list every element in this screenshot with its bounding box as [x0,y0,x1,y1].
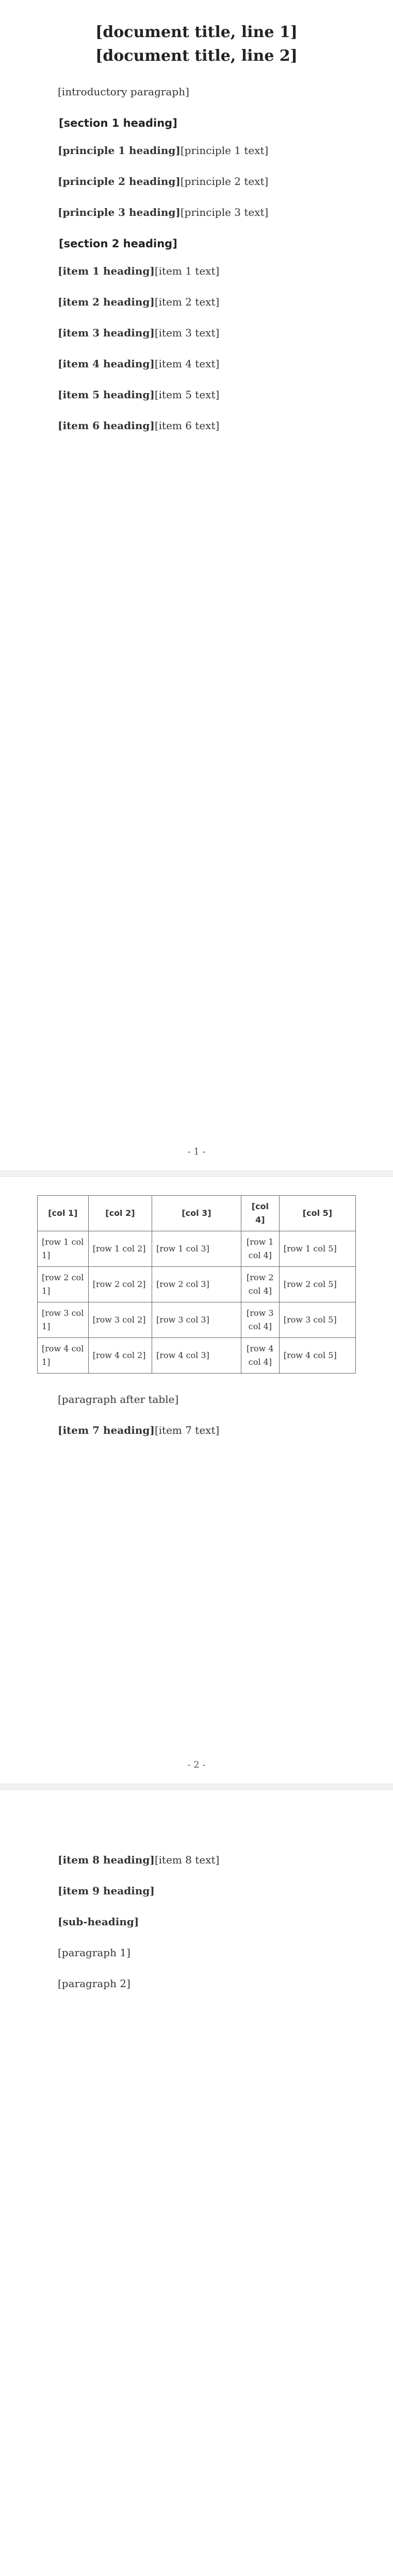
item-2-lead: [item 2 heading] [58,296,155,308]
item-4-lead: [item 4 heading] [58,358,155,370]
item-9-lead: [item 9 heading] [58,1885,155,1897]
page-1 [0,0,393,1170]
item-3 [37,323,356,343]
item-5 [37,384,356,405]
principle-3-text: [principle 3 text] [180,206,269,218]
item-8-lead: [item 8 heading] [58,1854,155,1866]
sub-heading [37,1911,356,1932]
table-cell: [row 2 col 3] [152,1267,241,1302]
item-1-text: [item 1 text] [154,265,220,277]
item-2-text: [item 2 text] [154,296,220,308]
table-cell: [row 3 col 3] [152,1302,241,1338]
principle-1 [37,140,356,161]
table-cell: [row 3 col 1] [38,1302,89,1338]
table-header: [col 1] [38,1196,89,1231]
item-8 [37,1850,356,1870]
table-header-row [38,1196,356,1231]
item-7-text: [item 7 text] [154,1424,220,1436]
table-cell: [row 1 col 5] [279,1231,355,1267]
table-cell: [row 2 col 4] [241,1267,279,1302]
item-5-text: [item 5 text] [154,388,220,401]
page-number-1: - 1 - [187,1146,206,1157]
principle-2-text: [principle 2 text] [180,175,269,188]
item-1-lead: [item 1 heading] [58,265,155,277]
principle-1-lead: [principle 1 heading] [58,144,181,157]
intro-paragraph: [introductory paragraph] [58,86,189,98]
principle-2-lead: [principle 2 heading] [58,175,181,188]
principle-1-text: [principle 1 text] [180,144,269,157]
item-2 [37,292,356,312]
item-9 [37,1880,356,1901]
table-cell: [row 1 col 1] [38,1231,89,1267]
table-cell: [row 3 col 5] [279,1302,355,1338]
table-header: [col 4] [241,1196,279,1231]
table-cell: [row 2 col 2] [88,1267,152,1302]
table-cell: [row 2 col 5] [279,1267,355,1302]
sub-paragraph-2: [paragraph 2] [58,1977,130,1990]
table-row [38,1267,356,1302]
table-cell: [row 3 col 4] [241,1302,279,1338]
table-header: [col 2] [88,1196,152,1231]
table-header: [col 5] [279,1196,355,1231]
principle-3-lead: [principle 3 heading] [58,206,181,218]
principle-2 [37,171,356,192]
table-row [38,1302,356,1338]
section1-heading: [section 1 heading] [59,117,177,129]
item-8-text: [item 8 text] [154,1854,220,1866]
table-cell: [row 4 col 5] [279,1338,355,1374]
table-cell: [row 3 col 2] [88,1302,152,1338]
document-title-line1: [document title, line 1] [95,23,298,41]
after-table-paragraph: [paragraph after table] [58,1393,179,1405]
sub-paragraph-1: [paragraph 1] [58,1946,130,1959]
item-6 [37,415,356,436]
table-row [38,1231,356,1267]
item-4-text: [item 4 text] [154,358,220,370]
table-cell: [row 1 col 3] [152,1231,241,1267]
table-cell: [row 1 col 2] [88,1231,152,1267]
document-title-line2: [document title, line 2] [95,47,298,65]
item-4 [37,353,356,374]
principle-3 [37,202,356,223]
table-cell: [row 1 col 4] [241,1231,279,1267]
table-cell: [row 4 col 2] [88,1338,152,1374]
table-cell: [row 4 col 4] [241,1338,279,1374]
insurance-table [37,1195,356,1374]
item-7 [37,1420,356,1440]
table-cell: [row 4 col 3] [152,1338,241,1374]
table-header: [col 3] [152,1196,241,1231]
page-number-2: - 2 - [187,1759,206,1770]
page-3 [0,1788,393,2576]
item-5-lead: [item 5 heading] [58,388,155,401]
page-2 [0,1175,393,1783]
item-3-text: [item 3 text] [154,327,220,339]
sub-heading-text: [sub-heading] [58,1916,139,1928]
table-cell: [row 2 col 1] [38,1267,89,1302]
item-7-lead: [item 7 heading] [58,1424,155,1436]
item-1 [37,261,356,281]
table-row [38,1338,356,1374]
item-3-lead: [item 3 heading] [58,327,155,339]
table-cell: [row 4 col 1] [38,1338,89,1374]
item-6-lead: [item 6 heading] [58,419,155,432]
section2-heading: [section 2 heading] [59,238,177,250]
item-6-text: [item 6 text] [154,419,220,432]
